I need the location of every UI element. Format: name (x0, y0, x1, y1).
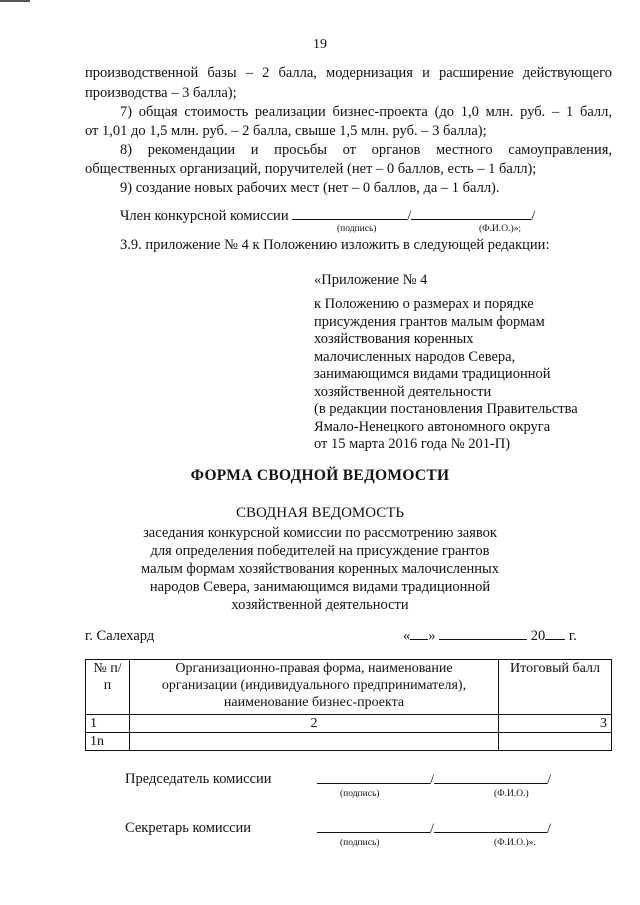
member-signature-row (120, 206, 535, 226)
day-field[interactable] (410, 627, 428, 640)
header-number: № п/п (86, 660, 130, 715)
chairman-caption-sign: (подпись) (340, 789, 380, 799)
chairman-slash-end: / (547, 772, 552, 788)
chairman-caption-name: (Ф.И.О.) (494, 789, 529, 799)
statement-subtitle-line: для определения победителей на присуждение грантов (150, 543, 490, 559)
member-name-field[interactable] (411, 207, 531, 220)
statement-subtitle-line: малым формам хозяйствования коренных малочисленных (141, 561, 499, 577)
form-title: ФОРМА СВОДНОЙ ВЕДОМОСТИ (190, 467, 450, 484)
date-quote-open: « (403, 628, 411, 644)
statement-heading: СВОДНАЯ ВЕДОМОСТЬ (235, 505, 405, 521)
secretary-label: Секретарь комиссии (125, 820, 252, 836)
secretary-caption-name: (Ф.И.О.)». (494, 838, 536, 848)
header-score: Итоговый балл (499, 660, 612, 715)
appendix-line: хозяйствования коренных (314, 331, 474, 347)
chairman-signature-field[interactable] (317, 771, 430, 784)
appendix-line: Ямало-Ненецкого автономного округа (314, 418, 551, 435)
appendix-line: присуждения грантов малым формам (314, 313, 545, 330)
row-number-cell: 1n (86, 733, 130, 751)
member-slash-end: / (531, 208, 536, 224)
chairman-label: Председатель комиссии (125, 771, 272, 787)
member-slash: / (407, 208, 412, 224)
table-row (86, 733, 612, 751)
statement-subtitle-line: заседания конкурсной комиссии по рассмотрению заявок (143, 525, 497, 541)
appendix-line: (в редакции постановления Правительства (314, 401, 578, 417)
column-number-1: 1 (86, 715, 130, 733)
secretary-slash: / (430, 821, 435, 837)
row-score-cell[interactable] (499, 733, 612, 751)
appendix-line: к Положению о размерах и порядке (314, 296, 534, 312)
appendix-line: занимающимся видами традиционной (314, 366, 551, 382)
criteria-line-1: производственной базы – 2 балла, модернизация и расширение действующего (85, 65, 612, 81)
secretary-signature-field[interactable] (317, 820, 430, 833)
statement-subtitle-line: народов Севера, занимающимся видами традиционной (149, 579, 491, 595)
appendix-title: «Приложение № 4 (314, 272, 428, 288)
year-field[interactable] (545, 627, 565, 640)
criteria-item-7-cont: от 1,01 до 1,5 млн. руб. – 2 балла, свыше 1,5 млн. руб. – 3 балла); (85, 123, 487, 139)
results-table (85, 659, 612, 751)
criteria-item-8: 8) рекомендации и просьбы от органов местного самоуправления, (120, 142, 612, 158)
amendment-text: 3.9. приложение № 4 к Положению изложить в следующей редакции: (120, 237, 550, 253)
chairman-slash: / (430, 772, 435, 788)
member-caption-name: (Ф.И.О.)»; (479, 224, 522, 234)
date-quote-close: » (428, 628, 436, 644)
row-organization-cell[interactable] (130, 733, 499, 751)
appendix-line: от 15 марта 2016 года № 201-П) (314, 436, 511, 452)
chairman-signature-row (317, 771, 551, 789)
secretary-slash-end: / (547, 821, 552, 837)
statement-subtitle-line: хозяйственной деятельности (231, 597, 409, 613)
appendix-line: хозяйственной деятельности (314, 383, 492, 400)
criteria-item-7: 7) общая стоимость реализации бизнес-проекта (до 1,0 млн. руб. – 1 балл, (120, 104, 612, 120)
criteria-item-9: 9) создание новых рабочих мест (нет – 0 баллов, да – 1 балл). (120, 180, 500, 196)
criteria-line-2: производства – 3 балла); (85, 85, 237, 101)
corner-mark (0, 0, 30, 2)
secretary-signature-row (317, 820, 551, 838)
secretary-name-field[interactable] (434, 820, 547, 833)
column-number-2: 2 (130, 715, 499, 733)
member-signature-field[interactable] (292, 207, 407, 220)
year-suffix: г. (568, 628, 577, 644)
date-line (403, 626, 577, 646)
table-header-row (86, 660, 612, 715)
criteria-item-8-cont: общественных организаций, поручителей (нет – 0 баллов, есть – 1 балл); (85, 161, 537, 177)
year-prefix: 20 (530, 628, 546, 644)
member-label: Член конкурсной комиссии (120, 208, 289, 224)
header-organization: Организационно-правая форма, наименование организации (индивидуального предпринимателя), наименование бизнес-проекта (130, 660, 499, 715)
secretary-caption-sign: (подпись) (340, 838, 380, 848)
city: г. Салехард (85, 628, 155, 644)
chairman-name-field[interactable] (434, 771, 547, 784)
member-caption-sign: (подпись) (337, 224, 377, 234)
page-number: 19 (313, 37, 327, 52)
month-field[interactable] (439, 627, 527, 640)
statement-subtitle (0, 524, 640, 614)
appendix-line: малочисленных народов Севера, (314, 348, 516, 365)
table-column-numbers-row (86, 715, 612, 733)
column-number-3: 3 (499, 715, 612, 733)
